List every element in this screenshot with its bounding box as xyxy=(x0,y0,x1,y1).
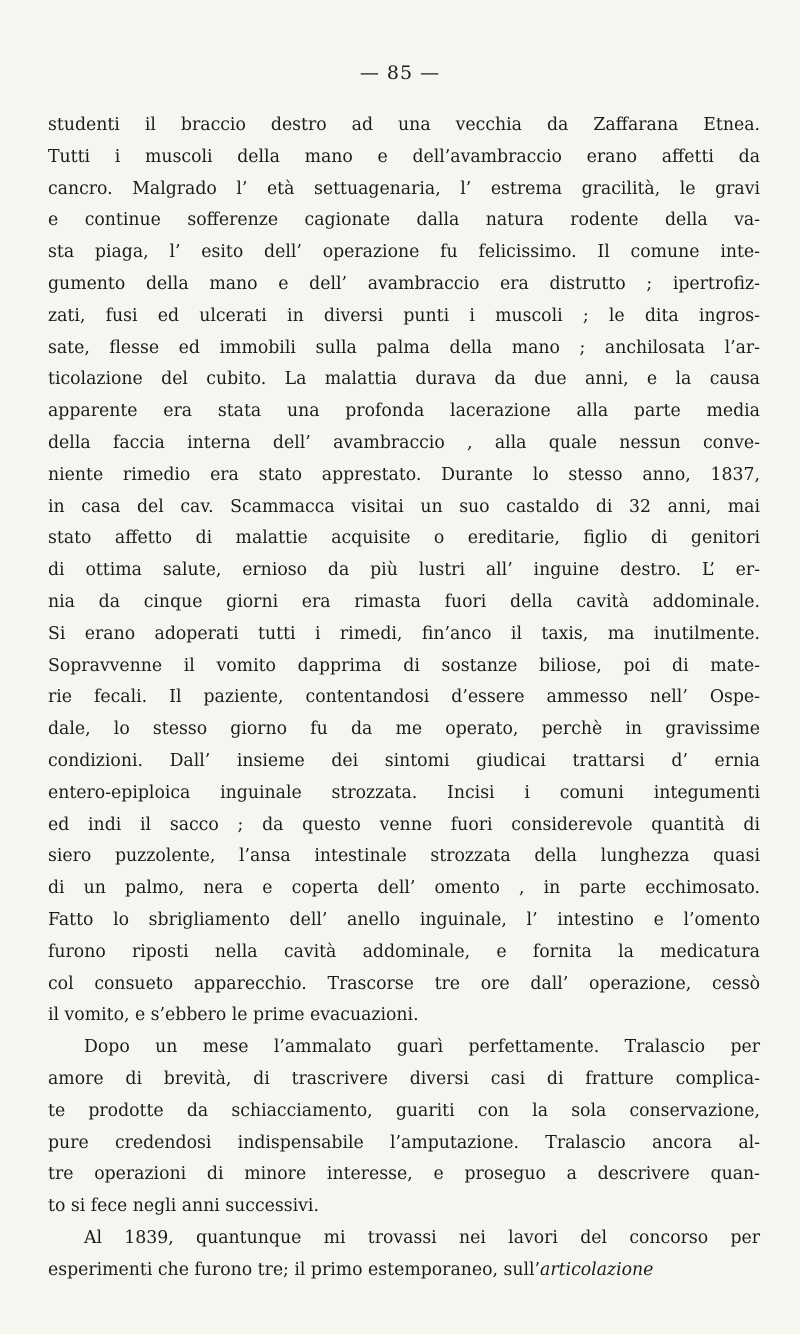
text-line: apparente era stata una profonda lacerazione alla parte media xyxy=(48,401,760,422)
text-line: to si fece negli anni successivi. xyxy=(48,1196,319,1217)
text-line-with-italic xyxy=(48,1255,760,1287)
text-line: della faccia interna dell’ avambraccio , alla quale nessun conve- xyxy=(48,432,760,453)
text-line: Tutti i muscoli della mano e dell’avambraccio erano affetti da xyxy=(48,146,760,167)
text-line: cancro. Malgrado l’ età settuagenaria, l’ estrema gracilità, le gravi xyxy=(48,178,760,199)
italic-word: articolazione xyxy=(540,1259,654,1280)
text-line: col consueto apparecchio. Trascorse tre ore dall’ operazione, cessò xyxy=(48,973,760,994)
text-line: Fatto lo sbrigliamento dell’ anello inguinale, l’ intestino e l’omento xyxy=(48,909,760,930)
text-line: amore di brevità, di trascrivere diversi casi di fratture complica- xyxy=(48,1068,760,1089)
text-line: Si erano adoperati tutti i rimedi, fin’anco il taxis, ma inutilmente. xyxy=(48,623,760,644)
text-line: Sopravvenne il vomito dapprima di sostanze biliose, poi di mate- xyxy=(48,655,760,676)
text-line: in casa del cav. Scammacca visitai un suo castaldo di 32 anni, mai xyxy=(48,496,760,517)
text-line: condizioni. Dall’ insieme dei sintomi giudicai trattarsi d’ ernia xyxy=(48,750,760,771)
text-line: sta piaga, l’ esito dell’ operazione fu felicissimo. Il comune inte- xyxy=(48,242,760,263)
body-text xyxy=(48,110,760,1286)
text-line: niente rimedio era stato apprestato. Durante lo stesso anno, 1837, xyxy=(48,464,760,485)
text-line: di un palmo, nera e coperta dell’ omento , in parte ecchimosato. xyxy=(48,878,760,899)
text-line: gumento della mano e dell’ avambraccio era distrutto ; ipertrofiz- xyxy=(48,273,760,294)
text-line: pure credendosi indispensabile l’amputazione. Tralascio ancora al- xyxy=(48,1132,760,1153)
text-line: entero-epiploica inguinale strozzata. Incisi i comuni integumenti xyxy=(48,782,760,803)
text-line: di ottima salute, ernioso da più lustri all’ inguine destro. L’ er- xyxy=(48,560,760,581)
text-line: dale, lo stesso giorno fu da me operato, perchè in gravissime xyxy=(48,719,760,740)
text-line: sate, flesse ed immobili sulla palma della mano ; anchilosata l’ar- xyxy=(48,337,760,358)
text-line: te prodotte da schiacciamento, guariti con la sola conservazione, xyxy=(48,1100,760,1121)
text-line: studenti il braccio destro ad una vecchia da Zaffarana Etnea. xyxy=(48,115,760,135)
text-line: furono riposti nella cavità addominale, e fornita la medicatura xyxy=(48,941,760,962)
text-line: Dopo un mese l’ammalato guarì perfettamente. Tralascio per xyxy=(84,1037,760,1058)
text-line: tre operazioni di minore interesse, e proseguo a descrivere quan- xyxy=(48,1164,760,1185)
text-line: ticolazione del cubito. La malattia durava da due anni, e la causa xyxy=(48,369,760,390)
text-line: siero puzzolente, l’ansa intestinale strozzata della lunghezza quasi xyxy=(48,846,760,867)
text-line: rie fecali. Il paziente, contentandosi d’essere ammesso nell’ Ospe- xyxy=(48,687,760,708)
text-line: stato affetto di malattie acquisite o ereditarie, figlio di genitori xyxy=(48,528,760,549)
text-line: il vomito, e s’ebbero le prime evacuazioni. xyxy=(48,1005,419,1026)
text-line: zati, fusi ed ulcerati in diversi punti i muscoli ; le dita ingros- xyxy=(48,305,760,326)
text-line: nia da cinque giorni era rimasta fuori della cavità addominale. xyxy=(48,591,760,612)
text-line: ed indi il sacco ; da questo venne fuori considerevole quantità di xyxy=(48,814,760,835)
text-line: Al 1839, quantunque mi trovassi nei lavori del concorso per xyxy=(84,1227,760,1248)
text-line-start: esperimenti che furono tre; il primo estemporaneo, sull’ xyxy=(48,1259,541,1280)
text-line: e continue sofferenze cagionate dalla natura rodente della va- xyxy=(48,210,760,231)
page-number: — 85 — xyxy=(359,62,441,84)
